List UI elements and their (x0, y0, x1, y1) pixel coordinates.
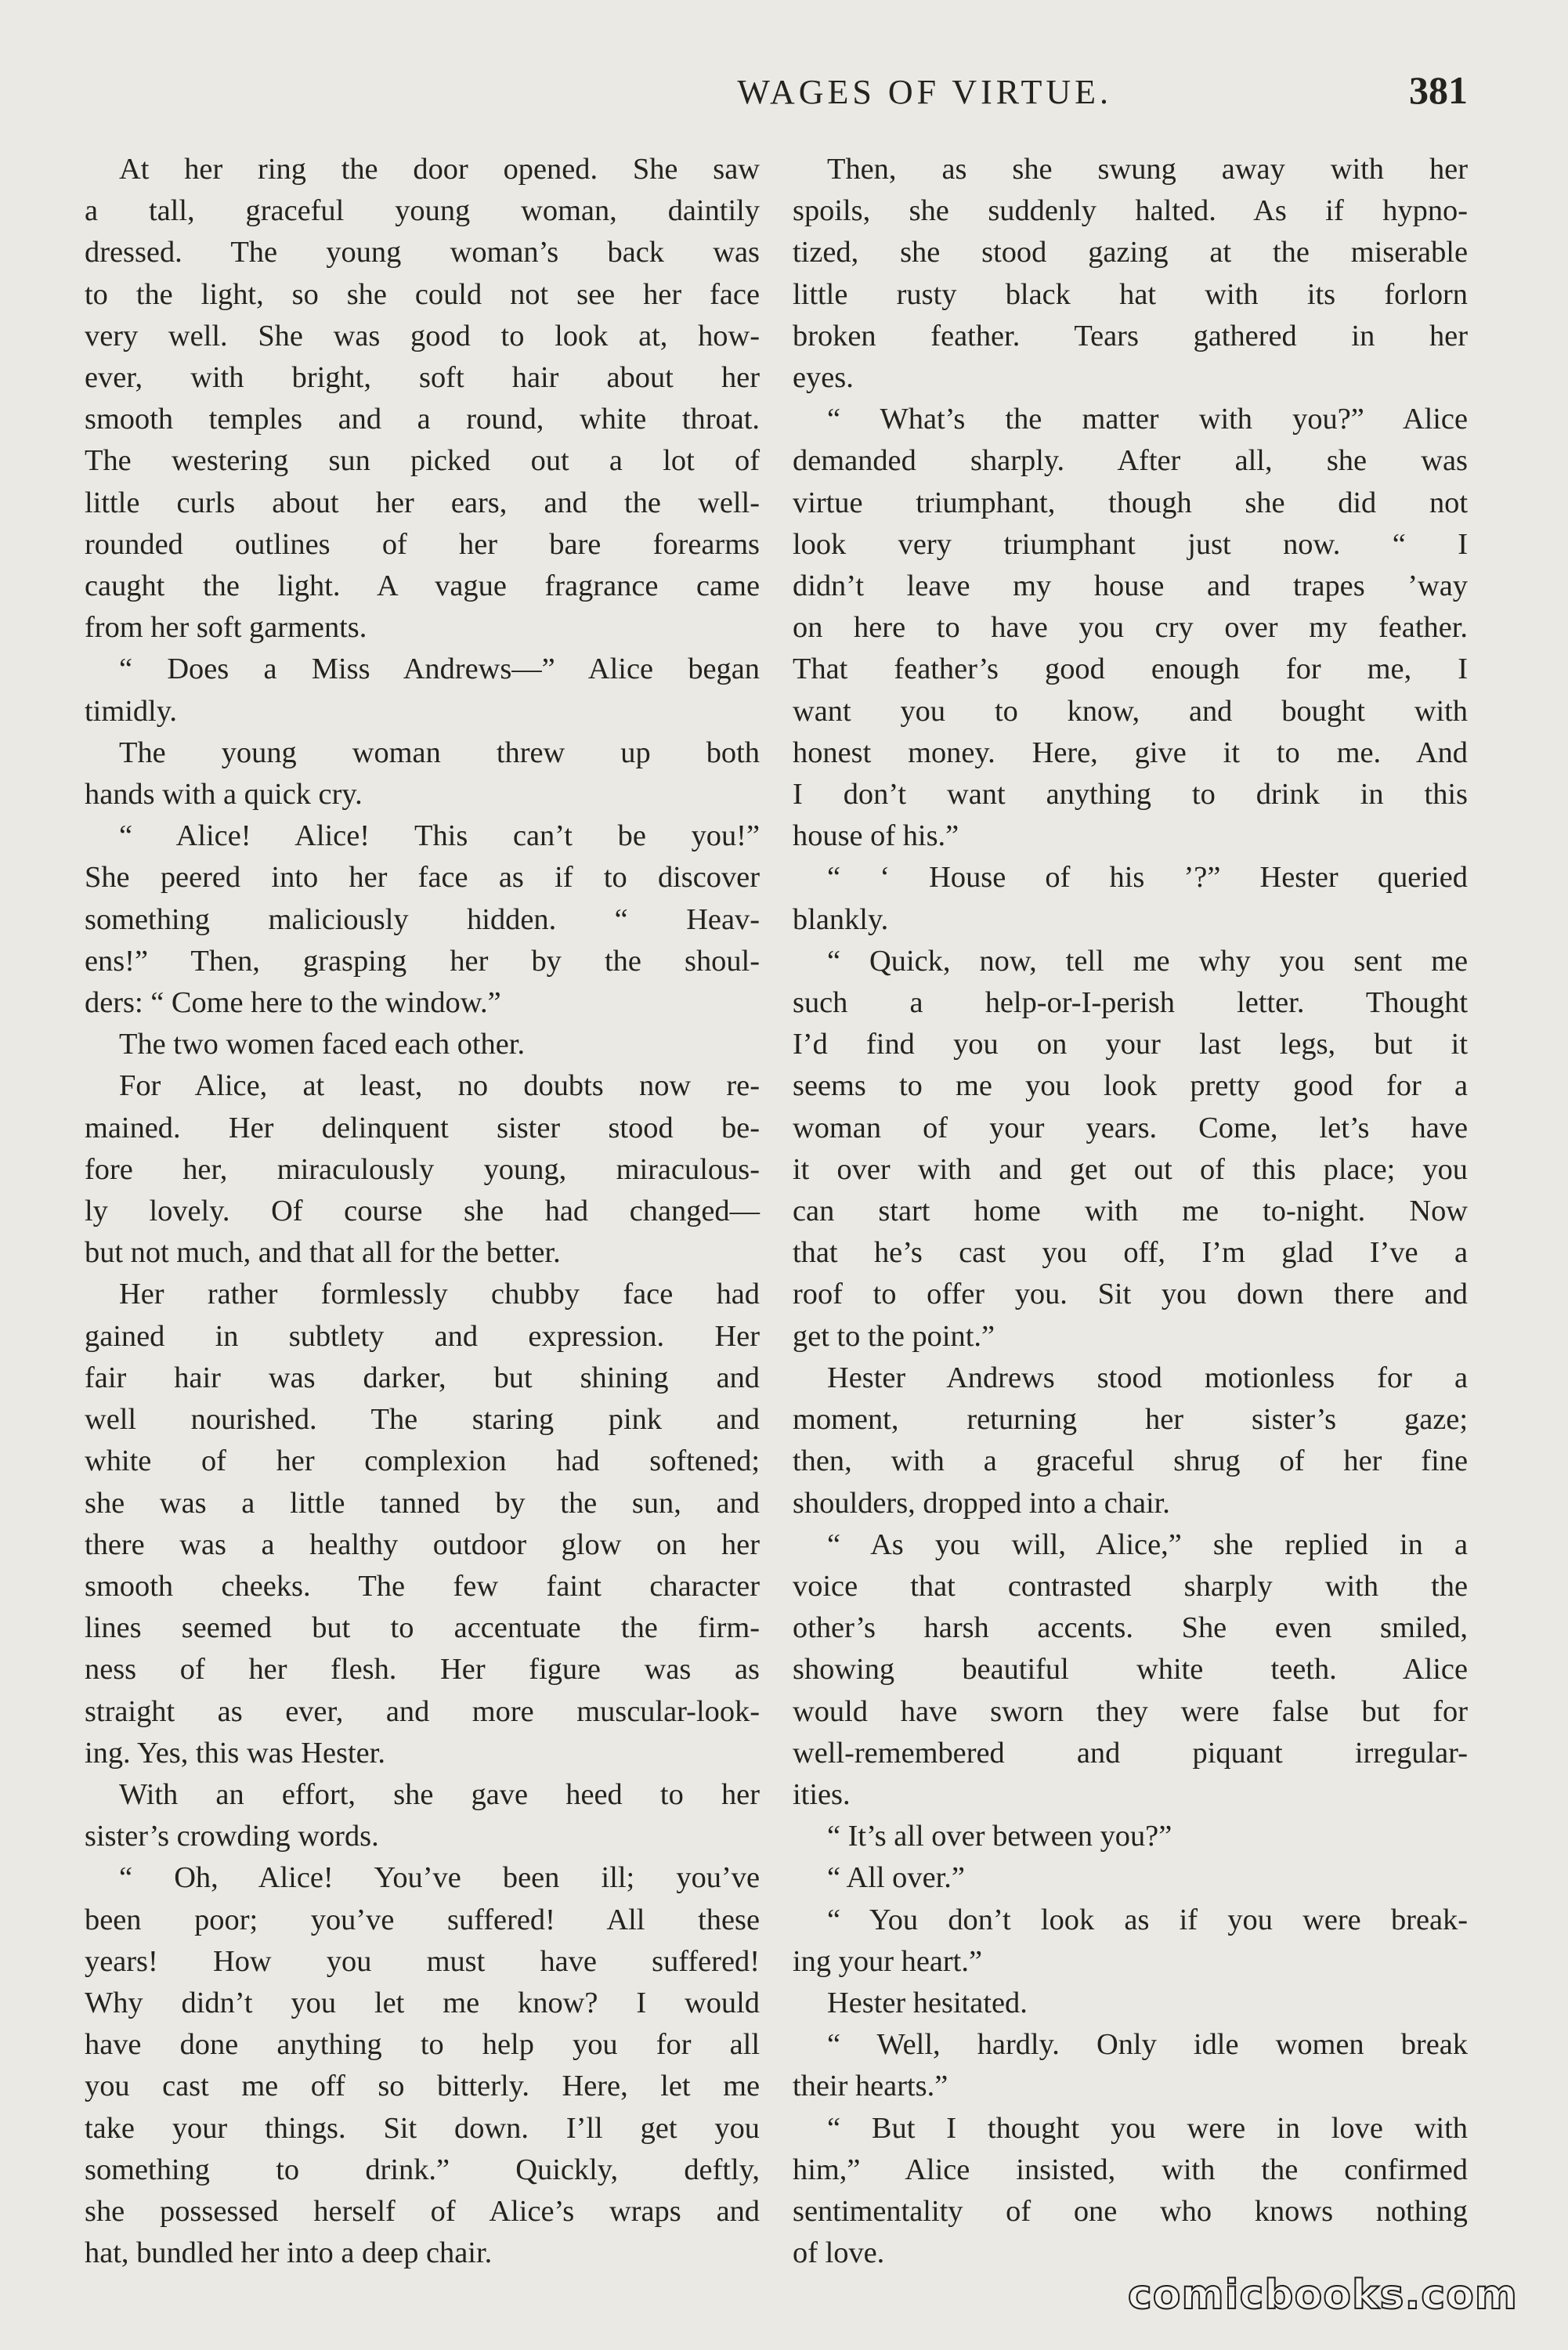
text-line: something maliciously hidden. “ Heav- (85, 902, 760, 936)
text-line: hat, bundled her into a deep chair. (85, 2236, 493, 2270)
text-line: didn’t leave my house and trapes ’way (793, 569, 1468, 603)
text-line: virtue triumphant, though she did not (793, 486, 1468, 519)
text-line: ders: “ Come here to the window.” (85, 986, 501, 1020)
text-line: a tall, graceful young woman, daintily (85, 194, 760, 228)
text-line: she possessed herself of Alice’s wraps and (85, 2194, 760, 2228)
text-line: broken feather. Tears gathered in her (793, 319, 1468, 352)
text-line: gained in subtlety and expression. Her (85, 1319, 760, 1353)
text-line: well nourished. The staring pink and (85, 1403, 760, 1437)
text-line: tized, she stood gazing at the miserable (793, 236, 1468, 269)
text-line: other’s harsh accents. She even smiled, (793, 1611, 1468, 1645)
text-line: With an effort, she gave heed to her (119, 1777, 760, 1811)
text-line: Hester Andrews stood motionless for a (827, 1361, 1468, 1394)
text-line: The westering sun picked out a lot of (85, 444, 760, 478)
text-line: can start home with me to-night. Now (793, 1195, 1468, 1228)
text-line: “ It’s all over between you?” (827, 1820, 1172, 1853)
text-line: of love. (793, 2236, 885, 2270)
text-line: little curls about her ears, and the well- (85, 486, 760, 519)
text-line: ness of her flesh. Her figure was as (85, 1653, 760, 1687)
text-line: such a help-or-I-perish letter. Thought (793, 986, 1468, 1020)
text-line: “ Well, hardly. Only idle women break (827, 2028, 1468, 2062)
text-line: “ What’s the matter with you?” Alice (827, 403, 1468, 436)
text-line: sentimentality of one who knows nothing (793, 2194, 1468, 2228)
text-line: been poor; you’ve suffered! All these (85, 1903, 760, 1936)
text-line: smooth temples and a round, white throat. (85, 403, 760, 436)
text-line: showing beautiful white teeth. Alice (793, 1653, 1468, 1687)
text-line: Why didn’t you let me know? I would (85, 1986, 760, 2019)
left-column (85, 149, 760, 2274)
text-line: fore her, miraculously young, miraculous- (85, 1152, 760, 1186)
text-line: years! How you must have suffered! (85, 1944, 760, 1978)
text-line: have done anything to help you for all (85, 2028, 760, 2062)
text-line: moment, returning her sister’s gaze; (793, 1403, 1468, 1437)
text-line: want you to know, and bought with (793, 694, 1468, 728)
text-line: ly lovely. Of course she had changed— (85, 1195, 760, 1228)
text-line: get to the point.” (793, 1319, 995, 1353)
text-line: blankly. (793, 902, 889, 936)
text-line: sister’s crowding words. (85, 1820, 379, 1853)
text-line: For Alice, at least, no doubts now re- (119, 1069, 760, 1103)
text-line: little rusty black hat with its forlorn (793, 277, 1468, 311)
text-line: house of his.” (793, 819, 959, 853)
text-line: ities. (793, 1777, 851, 1811)
text-line: voice that contrasted sharply with the (793, 1569, 1468, 1603)
text-line: straight as ever, and more muscular-look- (85, 1694, 760, 1728)
text-line: “ You don’t look as if you were break- (827, 1903, 1468, 1936)
text-line: eyes. (793, 361, 854, 395)
text-line: shoulders, dropped into a chair. (793, 1486, 1170, 1520)
text-line: him,” Alice insisted, with the confirmed (793, 2153, 1468, 2186)
text-line: “ As you will, Alice,” she replied in a (827, 1528, 1468, 1561)
text-line: ens!” Then, grasping her by the shoul- (85, 944, 760, 978)
page-number: 381 (1409, 68, 1468, 112)
text-line: “ Does a Miss Andrews—” Alice began (119, 653, 760, 686)
text-line: very well. She was good to look at, how- (85, 319, 760, 352)
text-line: The two women faced each other. (119, 1028, 526, 1061)
text-line: That feather’s good enough for me, I (793, 653, 1468, 686)
text-line: to the light, so she could not see her face (85, 277, 760, 311)
text-line: take your things. Sit down. I’ll get you (85, 2111, 760, 2145)
right-column (793, 149, 1468, 2274)
text-line: ing your heart.” (793, 1944, 982, 1978)
text-line: fair hair was darker, but shining and (85, 1361, 760, 1394)
text-line: “ But I thought you were in love with (827, 2111, 1468, 2145)
text-line: look very triumphant just now. “ I (793, 527, 1468, 561)
text-line: “ Alice! Alice! This can’t be you!” (119, 819, 760, 853)
text-line: that he’s cast you off, I’m glad I’ve a (793, 1236, 1468, 1270)
text-line: you cast me off so bitterly. Here, let me (85, 2070, 760, 2103)
running-title: WAGES OF VIRTUE. (737, 73, 1112, 111)
text-line: white of her complexion had softened; (85, 1444, 760, 1478)
text-line: then, with a graceful shrug of her fine (793, 1444, 1468, 1478)
text-line: on here to have you cry over my feather. (793, 611, 1468, 645)
text-line: I don’t want anything to drink in this (793, 778, 1468, 812)
text-line: there was a healthy outdoor glow on her (85, 1528, 760, 1561)
text-line: timidly. (85, 694, 178, 728)
watermark: comicbooks.com (1127, 2272, 1518, 2319)
text-line: roof to offer you. Sit you down there and (793, 1278, 1468, 1311)
page-header (0, 67, 1568, 122)
text-line: demanded sharply. After all, she was (793, 444, 1468, 478)
text-line: it over with and get out of this place; you (793, 1152, 1468, 1186)
text-line: woman of your years. Come, let’s have (793, 1111, 1468, 1144)
text-line: Hester hesitated. (827, 1986, 1028, 2019)
text-line: from her soft garments. (85, 611, 367, 645)
text-line: Her rather formlessly chubby face had (119, 1278, 760, 1311)
text-line: would have sworn they were false but for (793, 1694, 1468, 1728)
text-line: but not much, and that all for the better. (85, 1236, 561, 1270)
text-line: spoils, she suddenly halted. As if hypno- (793, 194, 1468, 228)
text-line: dressed. The young woman’s back was (85, 236, 760, 269)
text-line: smooth cheeks. The few faint character (85, 1569, 760, 1603)
text-line: lines seemed but to accentuate the firm- (85, 1611, 760, 1645)
text-line: “ Quick, now, tell me why you sent me (827, 944, 1468, 978)
text-line: Then, as she swung away with her (827, 153, 1468, 186)
text-line: The young woman threw up both (119, 736, 760, 769)
text-line: “ ‘ House of his ’?” Hester queried (827, 861, 1468, 895)
text-line: their hearts.” (793, 2070, 948, 2103)
text-line: ever, with bright, soft hair about her (85, 361, 760, 395)
text-line: honest money. Here, give it to me. And (793, 736, 1468, 769)
text-line: well-remembered and piquant irregular- (793, 1736, 1468, 1770)
text-line: caught the light. A vague fragrance came (85, 569, 760, 603)
text-line: mained. Her delinquent sister stood be- (85, 1111, 760, 1144)
text-line: she was a little tanned by the sun, and (85, 1486, 760, 1520)
text-line: “ Oh, Alice! You’ve been ill; you’ve (119, 1861, 760, 1895)
text-line: hands with a quick cry. (85, 778, 363, 812)
text-line: At her ring the door opened. She saw (119, 153, 760, 186)
text-line: ing. Yes, this was Hester. (85, 1736, 385, 1770)
text-line: I’d find you on your last legs, but it (793, 1028, 1468, 1061)
text-line: something to drink.” Quickly, deftly, (85, 2153, 760, 2186)
text-line: She peered into her face as if to discover (85, 861, 760, 895)
text-line: rounded outlines of her bare forearms (85, 527, 760, 561)
text-line: “ All over.” (827, 1861, 965, 1895)
text-line: seems to me you look pretty good for a (793, 1069, 1468, 1103)
